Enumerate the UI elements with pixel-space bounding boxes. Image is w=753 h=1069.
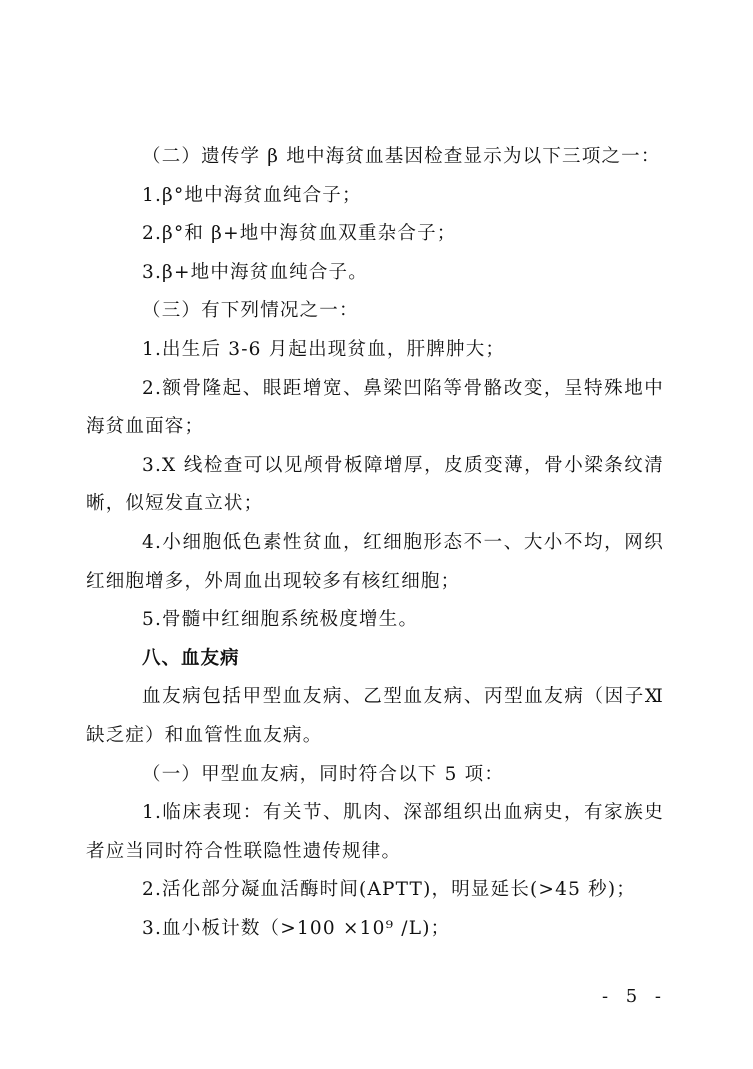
paragraph: 3.血小板计数（>100 ×10⁹ /L)； — [142, 917, 451, 939]
paragraph: 5.骨髓中红细胞系统极度增生。 — [142, 609, 419, 631]
page-number: - 5 - — [601, 986, 667, 1007]
paragraph: 1.出生后 3-6 月起出现贫血，肝脾肿大； — [142, 338, 506, 360]
paragraph: 1.临床表现：有关节、肌肉、深部组织出血病史，有家族史者应当同时符合性联隐性遗传规律。 — [86, 802, 664, 862]
paragraph: （二）遗传学 β 地中海贫血基因检查显示为以下三项之一： — [142, 146, 661, 167]
paragraph: 血友病包括甲型血友病、乙型血友病、丙型血友病（因子Ⅺ缺乏症）和血管性血友病。 — [86, 686, 664, 746]
paragraph: 2.活化部分凝血活酶时间(APTT)，明显延长(>45 秒)； — [142, 879, 636, 901]
paragraph: 4.小细胞低色素性贫血，红细胞形态不一、大小不均，网织红细胞增多，外周血出现较多有核红细胞； — [86, 531, 664, 592]
paragraph: （三）有下列情况之一： — [142, 300, 359, 322]
paragraph: 3.β+地中海贫血纯合子。 — [142, 261, 368, 283]
paragraph: 3.X 线检查可以见颅骨板障增厚，皮质变薄，骨小梁条纹清晰，似短发直立状； — [86, 454, 664, 515]
paragraph: （一）甲型血友病，同时符合以下 5 项： — [142, 763, 505, 785]
paragraph: 2.β°和 β+地中海贫血双重杂合子； — [142, 223, 457, 245]
paragraph: 2.额骨隆起、眼距增宽、鼻梁凹陷等骨骼改变，呈特殊地中海贫血面容； — [86, 377, 664, 438]
document-body — [86, 138, 664, 948]
paragraph: 1.β°地中海贫血纯合子； — [142, 184, 362, 206]
section-heading: 八、血友病 — [142, 647, 240, 669]
